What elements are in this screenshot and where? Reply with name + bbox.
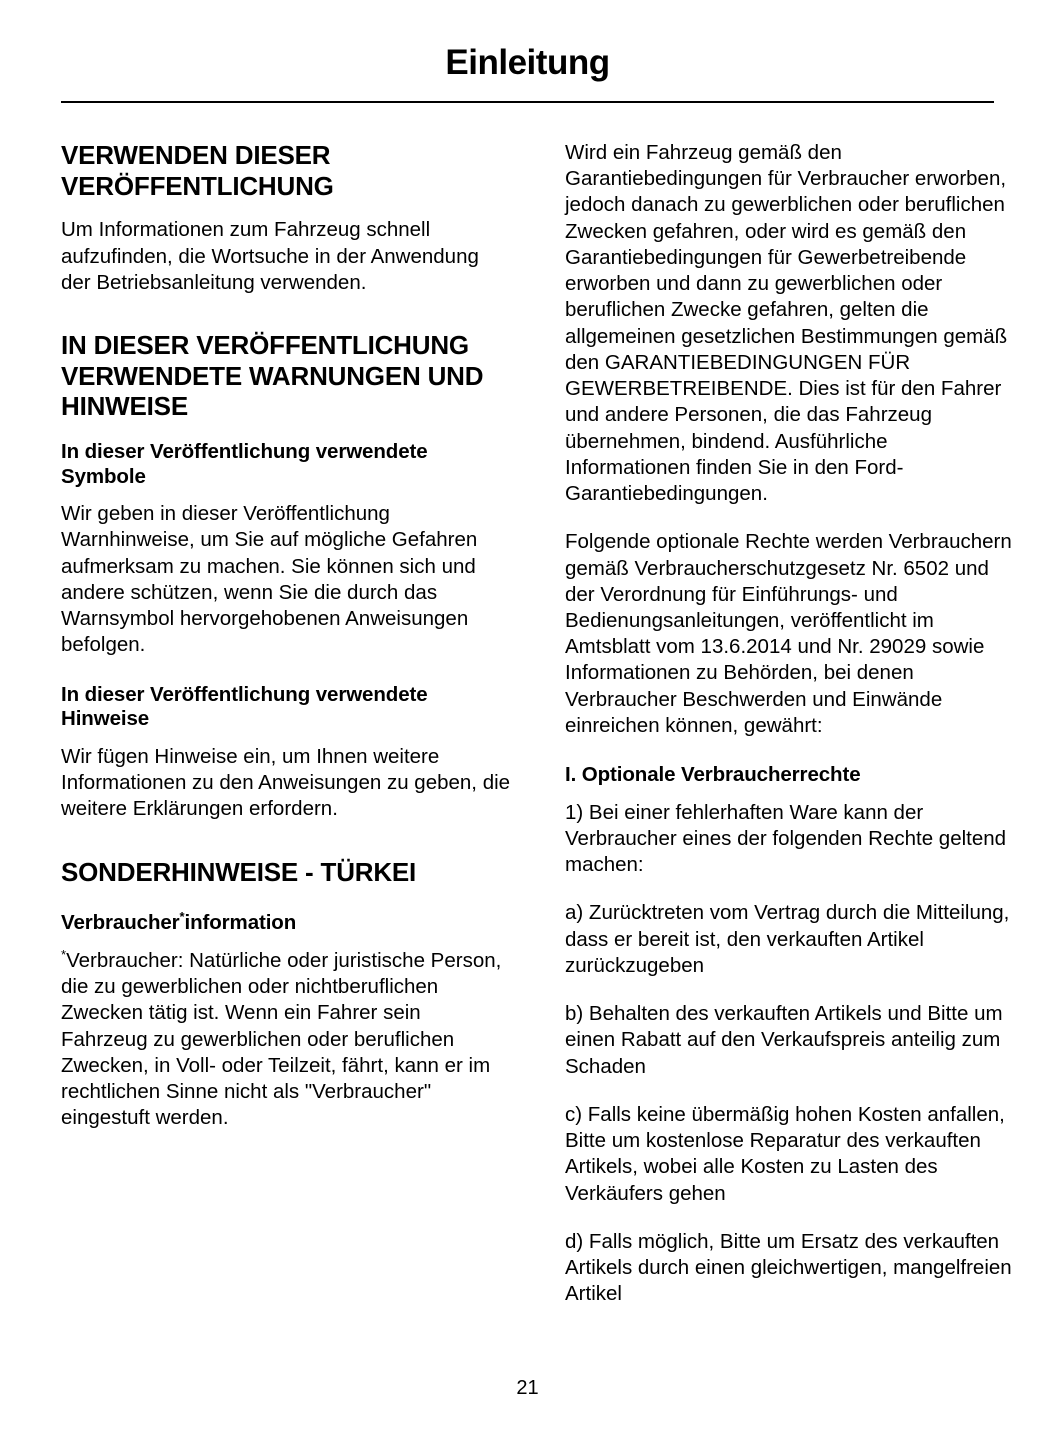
heading-optionale-verbraucherrechte: I. Optionale Verbraucherrechte	[565, 763, 861, 787]
heading-sonderhinweise-tuerkei: SONDERHINWEISE - TÜRKEI	[61, 856, 417, 887]
paragraph-verbraucher-definition	[61, 948, 511, 1132]
page-title: Einleitung	[445, 43, 610, 82]
paragraph-item-1: 1) Bei einer fehlerhaften Ware kann der Verbraucher eines der folgenden Rechte geltend machen:	[565, 800, 1007, 877]
paragraph-item-c: c) Falls keine übermäßig hohen Kosten anfallen, Bitte um kostenlose Reparatur des verkauften Artikels, wobei alle Kosten zu Lasten des Verkäufers gehen	[565, 1102, 1005, 1205]
paragraph-garantiebedingungen: Wird ein Fahrzeug gemäß den Garantiebedingungen für Verbraucher erworben, jedoch danach zu gewerblichen oder beruflichen Zwecken gefahren, oder wird es gemäß den Garantiebedingungen für Gewerbetreibende erworben und dann zu gewerblichen oder beruflichen Zwecke gefahren, gelten die allgemeinen gesetzlichen Bestimmungen gemäß den GARANTIEBEDINGUNGEN FÜR GEWERBETREIBENDE. Dies ist für den Fahrer und andere Personen, die das Fahrzeug übernehmen, bindend. Ausführliche Informationen finden Sie in den Ford-Garantiebedingungen.	[565, 141, 1008, 506]
paragraph-item-b: b) Behalten des verkauften Artikels und Bitte um einen Rabatt auf den Verkaufspreis anteilig zum Schaden	[565, 1002, 1003, 1078]
paragraph-optionale-rechte-intro: Folgende optionale Rechte werden Verbrauchern gemäß Verbraucherschutzgesetz Nr. 6502 und der Verordnung für Einführungs- und Bedienungsanleitungen, veröffentlicht im Amtsblatt vom 13.6.2014 und Nr. 29029 sowie Informationen zu Behörden, bei denen Verbraucher Beschwerden und Einwände einreichen können, gewährt:	[565, 530, 1012, 737]
heading-verbraucherinformation	[61, 911, 511, 936]
paragraph-verbraucher-definition-text: Verbraucher: Natürliche oder juristische Person, die zu gewerblichen oder nichtberuflichen Zwecken tätig ist. Wenn ein Fahrer sein Fahrzeug zu gewerblichen oder beruflichen Zwecken, in Voll- oder Teilzeit, fährt, kann er im rechtlichen Sinne nicht als "Verbraucher" eingestuft werden.	[61, 948, 502, 1130]
paragraph-item-a: a) Zurücktreten vom Vertrag durch die Mitteilung, dass er bereit ist, den verkauften Artikel zurückzugeben	[565, 901, 1010, 977]
paragraph-wortsuche: Um Informationen zum Fahrzeug schnell aufzufinden, die Wortsuche in der Anwendung der Betriebsanleitung verwenden.	[61, 218, 479, 294]
asterisk-footnote-marker: *	[61, 946, 67, 962]
heading-verwenden-dieser-veroeffentlichung: VERWENDEN DIESER VERÖFFENTLICHUNG	[61, 140, 334, 201]
right-column	[565, 140, 1015, 1330]
heading-warnungen-und-hinweise: IN DIESER VERÖFFENTLICHUNG VERWENDETE WARNUNGEN UND HINWEISE	[61, 330, 484, 422]
heading-verwendete-symbole: In dieser Veröffentlichung verwendete Symbole	[61, 440, 428, 488]
left-column	[61, 140, 511, 1330]
paragraph-warnhinweise: Wir geben in dieser Veröffentlichung Warnhinweise, um Sie auf mögliche Gefahren aufmerksam zu machen. Sie können sich und andere schützen, wenn Sie die durch das Warnsymbol hervorgehobenen Anweisungen befolgen.	[61, 502, 478, 657]
paragraph-hinweise: Wir fügen Hinweise ein, um Ihnen weitere Informationen zu den Anweisungen zu geben, die weitere Erklärungen erfordern.	[61, 744, 511, 821]
page-number: 21	[516, 1377, 539, 1399]
heading-information-text: information	[184, 911, 297, 935]
heading-verbraucher-text: Verbraucher	[61, 911, 180, 935]
asterisk-marker: *	[179, 909, 185, 925]
paragraph-item-d: d) Falls möglich, Bitte um Ersatz des verkauften Artikels durch einen gleichwertigen, mangelfreien Artikel	[565, 1229, 1012, 1306]
page-header	[60, 44, 995, 83]
header-divider	[61, 101, 994, 103]
content-columns	[61, 140, 1016, 1330]
heading-verwendete-hinweise: In dieser Veröffentlichung verwendete Hinweise	[61, 682, 428, 731]
